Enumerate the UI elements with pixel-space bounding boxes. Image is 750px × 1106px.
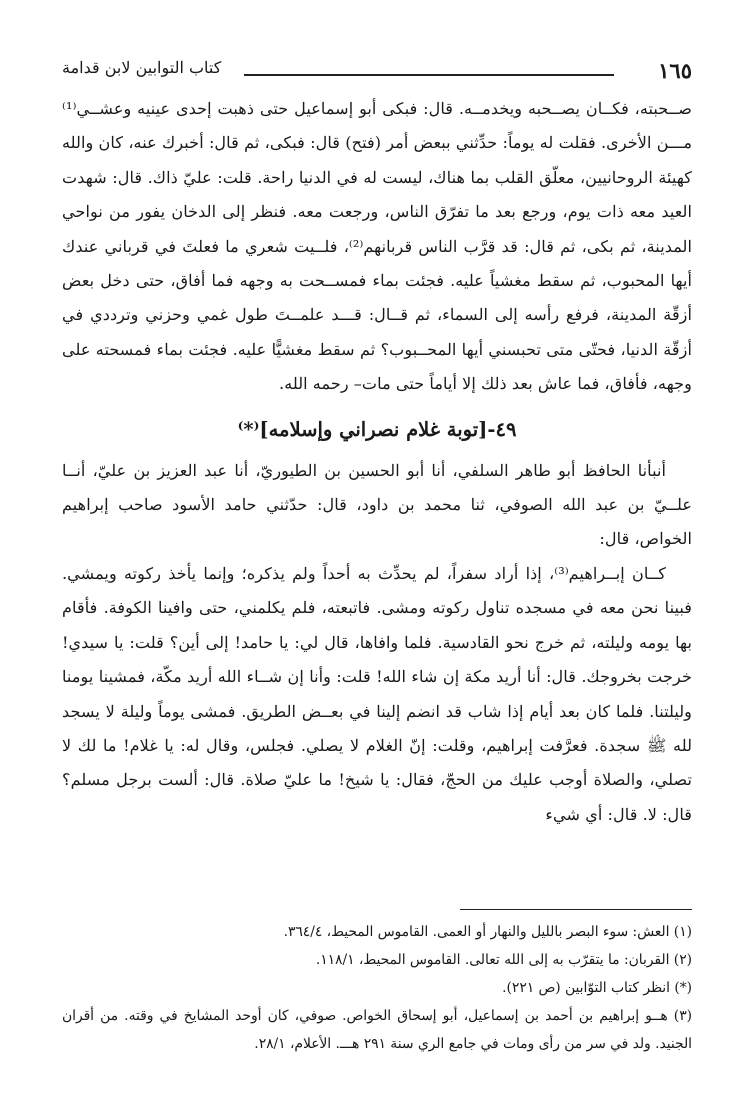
paragraph-continuation: صــحبته، فكــان يصــحبه ويخدمــه. قال: فبكى أبو إسماعيل حتى ذهبت إحدى عينيه وعشــي⁽¹⁾ مـــن الأخرى. فقلت له يوماً: حدِّثني ببعض أمر (فتح) قال: فبكى، ثم قال: أخبرك عنه، كان والله كهيئة الروحانيين، معلّق القلب بما هناك، ليست له في الدنيا راحة. قلت: عليّ ذاك. قال: شهدت العيد معه ذات يوم، ورجع بعد ما تفرّق الناس، ورجعت معه. فنظر إلى الدخان يفور من نواحي المدينة، ثم بكى، ثم قال: قد قرَّب الناس قربانهم⁽²⁾، فلــيت شعري ما فعلتَ في قرباني عندك أيها المحبوب، ثم سقط مغشياً عليه. فجئت بماء فمســحت به وجهه فما أفاق، حتى دخل بعض أزقّة المدينة، فرفع رأسه إلى السماء، ثم قــال: قـــد علمــتَ طول غمي وحزني وترددي في أزقّة الدنيا، فحتّى متى تحبسني أيها المحــبوب؟ ثم سقط مغشيًّا عليه. فجئت بماء فمسحته على وجهه، فأفاق، فما عاش بعد ذلك إلا أياماً حتى مات– رحمه الله.: [62, 99, 693, 394]
footnote-3: (٣) هــو إبراهيم بن أحمد بن إسماعيل، أبو إسحاق الخواص. صوفي، كان أوحد المشايخ في وقته. من أقران الجنيد. ولد في سر من رأى ومات في جامع الري سنة ٢٩١ هـــ. الأعلام، ٢٨/١.: [62, 1008, 692, 1052]
footnotes: [62, 918, 692, 1058]
footnote-1: (١) العش: سوء البصر بالليل والنهار أو العمى. القاموس المحيط، ٣٦٤/٤.: [283, 924, 692, 940]
paragraph-isnad: أنبأنا الحافظ أبو طاهر السلفي، أنا أبو الحسين بن الطيوريّ، أنا عبد العزيز بن عليّ، أنــا علــيّ بن عبد الله الصوفي، ثنا محمد بن داود، قال: حدّثني حامد الأسود صاحب إبراهيم الخواص، قال:: [62, 460, 692, 549]
page-header: [62, 52, 692, 92]
section-heading: ٤٩-[توبة غلام نصراني وإسلامه]⁽*⁾: [237, 417, 517, 441]
footnote-2: (٢) القربان: ما يتقرّب به إلى الله تعالى. القاموس المحيط، ١١٨/١.: [315, 952, 692, 968]
page-number: ١٦٥: [658, 58, 692, 83]
header-rule: [244, 74, 614, 76]
footnote-star: (*) انظر كتاب التوّابين (ص ٢٢١).: [502, 980, 692, 996]
running-title: كتاب التوابين لابن قدامة: [62, 58, 222, 77]
footnote-rule: [460, 909, 692, 910]
paragraph-story: كــان إبــراهيم⁽³⁾، إذا أراد سفراً، لم يحدِّث به أحداً ولم يذكره؛ وإنما يأخذ ركوته ويمشي. فبينا نحن معه في مسجده تناول ركوته ومشى. فاتبعته، فلم يكلمني، حتى وافينا الكوفة. فأقام بها يومه وليلته، ثم خرج نحو القادسية. فلما وافاها، قال لي: يا حامد! إلى أين؟ قلت: يا سيدي! خرجت بخروجك. قال: أنا أريد مكة إن شاء الله! قلت: وأنا إن شــاء الله أريد مكّة، فمشينا يومنا وليلتنا. فلما كان بعد أيام إذا شاب قد انضم إلينا في بعــض الطريق. فمشى يوماً وليلة لا يسجد لله ﷺ سجدة. فعرَّفت إبراهيم، وقلت: إنّ الغلام لا يصلي. فجلس، وقال له: يا غلام! ما لك لا تصلي، والصلاة أوجب عليك من الحجّ، فقال: يا شيخ! ما عليّ صلاة. قال: ألست برجل مسلم؟ قال: لا. قال: أي شيء: [62, 563, 692, 824]
main-text: [62, 92, 692, 832]
